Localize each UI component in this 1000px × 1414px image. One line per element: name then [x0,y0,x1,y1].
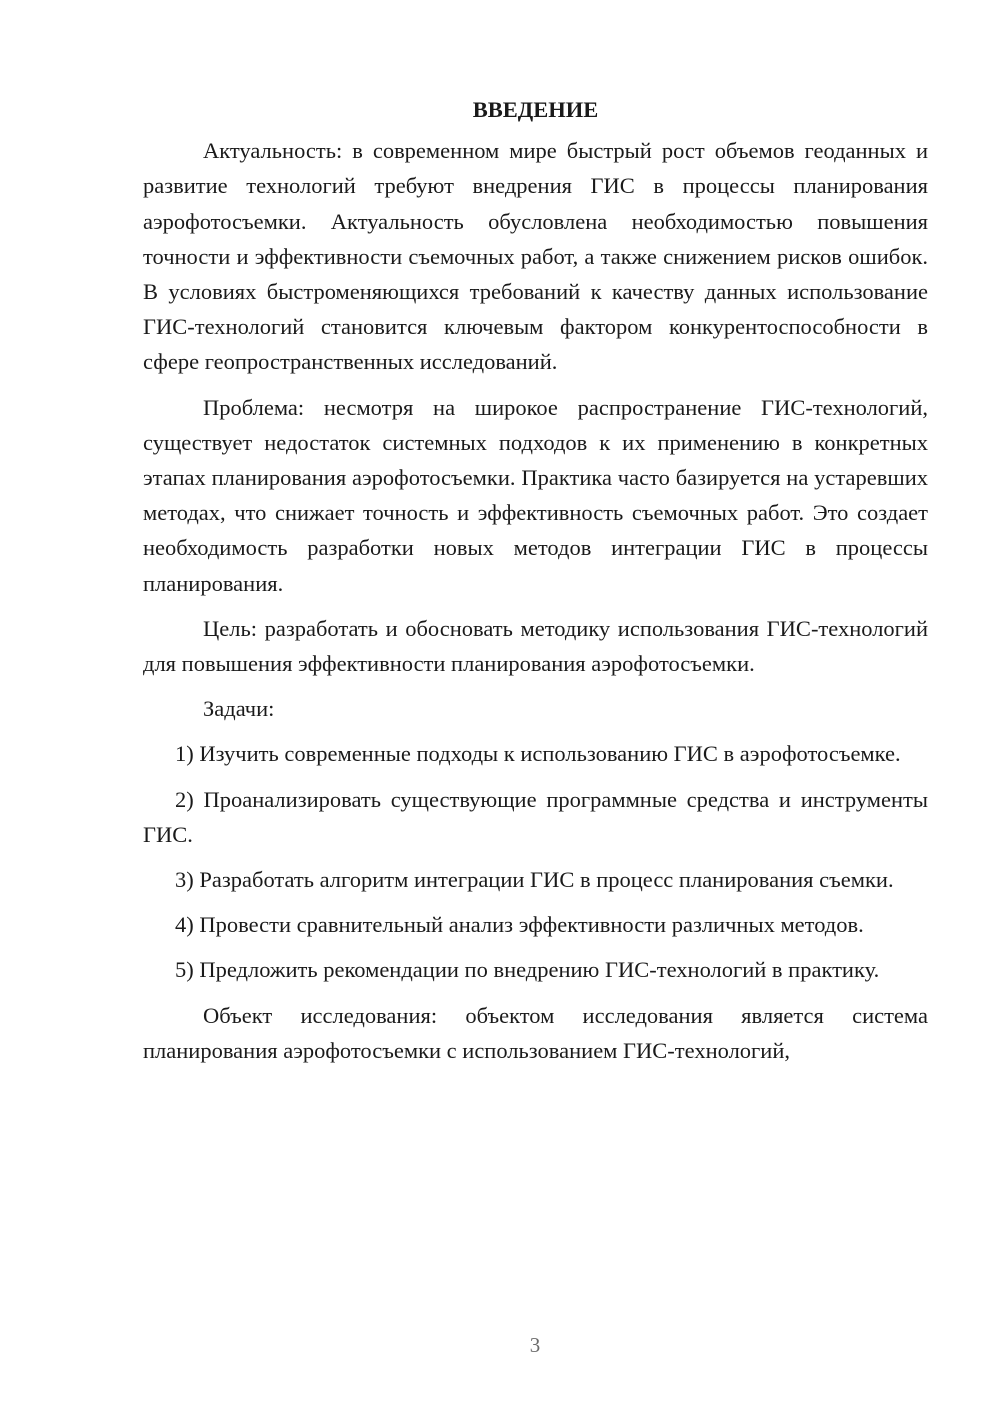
object-paragraph: Объект исследования: объектом исследования является система планирования аэрофотосъемки с использованием ГИС-технологий, [143,1002,928,1063]
tasks-heading: Задачи: [203,696,275,722]
relevance-paragraph: Актуальность: в современном мире быстрый рост объемов геоданных и развитие технологий требуют внедрения ГИС в процессы планирования аэрофотосъемки. Актуальность обусловлена необходимостью повышения точности и эффективности съемочных работ, а также снижением рисков ошибок. В условиях быстроменяющихся требований к качеству данных использование ГИС-технологий становится ключевым фактором конкурентоспособности в сфере геопространственных исследований. [143,138,928,375]
goal-paragraph: Цель: разработать и обосновать методику использования ГИС-технологий для повышения эффективности планирования аэрофотосъемки. [143,615,928,677]
problem-paragraph: Проблема: несмотря на широкое распространение ГИС-технологий, существует недостаток системных подходов к их применению в конкретных этапах планирования аэрофотосъемки. Практика часто базируется на устаревших методах, что снижает точность и эффективность съемочных работ. Это создает необходимость разработки новых методов интеграции ГИС в процессы планирования. [143,394,928,596]
page-body [143,92,928,1068]
section-title: ВВЕДЕНИЕ [472,97,599,122]
task-item-1: 1) Изучить современные подходы к использованию ГИС в аэрофотосъемке. [175,741,901,767]
task-item-5: 5) Предложить рекомендации по внедрению ГИС-технологий в практику. [175,957,880,983]
task-item-2: 2) Проанализировать существующие программные средства и инструменты ГИС. [143,786,928,847]
task-item-3: 3) Разработать алгоритм интеграции ГИС в процесс планирования съемки. [175,867,894,893]
task-item-4: 4) Провести сравнительный анализ эффективности различных методов. [175,912,864,938]
page-number: 3 [529,1333,541,1357]
tasks-list [143,736,928,987]
